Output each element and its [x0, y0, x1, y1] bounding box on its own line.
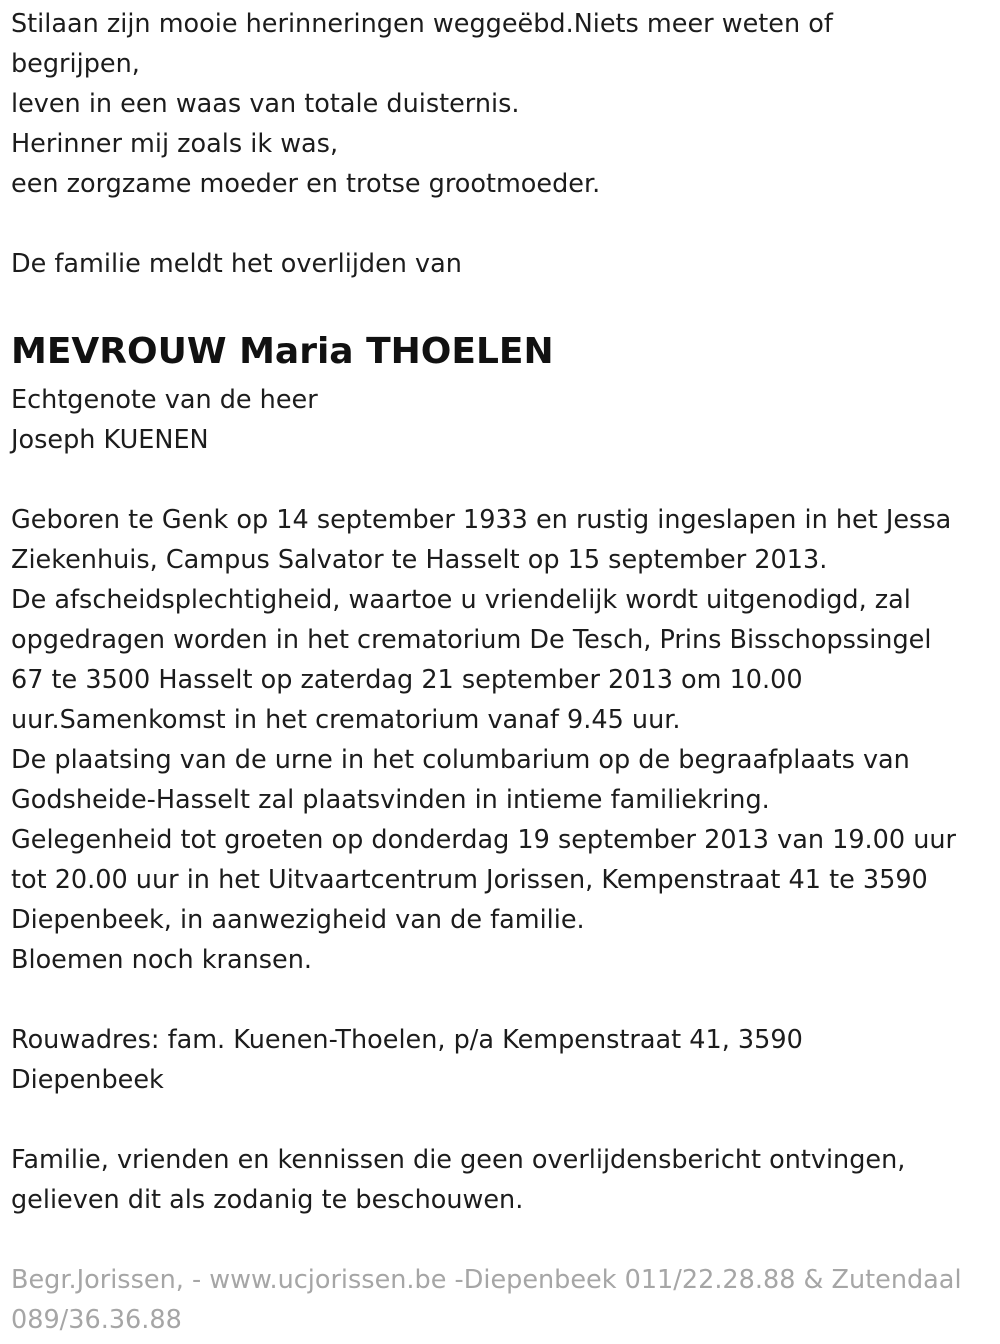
poem-line: begrijpen, — [11, 49, 140, 79]
poem-line: Herinner mij zoals ik was, — [11, 129, 339, 159]
relation-line: Joseph KUENEN — [11, 425, 209, 455]
details-line: Diepenbeek, in aanwezigheid van de familie. — [11, 905, 585, 935]
details-line: tot 20.00 uur in het Uitvaartcentrum Jorissen, Kempenstraat 41 te 3590 — [11, 865, 928, 895]
spacer — [11, 1220, 993, 1260]
details-line: De afscheidsplechtigheid, waartoe u vriendelijk wordt uitgenodigd, zal — [11, 585, 911, 615]
relation — [11, 380, 993, 460]
details-line: uur.Samenkomst in het crematorium vanaf 9.45 uur. — [11, 705, 681, 735]
mourning-address — [11, 1020, 993, 1100]
details-line: De plaatsing van de urne in het columbarium op de begraafplaats van — [11, 745, 910, 775]
poem-line: leven in een waas van totale duisternis. — [11, 89, 520, 119]
details-line: Geboren te Genk op 14 september 1933 en rustig ingeslapen in het Jessa — [11, 505, 952, 535]
details-line: Ziekenhuis, Campus Salvator te Hasselt op 15 september 2013. — [11, 545, 828, 575]
details-line: opgedragen worden in het crematorium De Tesch, Prins Bisschopssingel — [11, 625, 932, 655]
details-line: Gelegenheid tot groeten op donderdag 19 september 2013 van 19.00 uur — [11, 825, 957, 855]
deceased-name: MEVROUW Maria THOELEN — [11, 331, 554, 372]
poem-line: Stilaan zijn mooie herinneringen weggeëbd.Niets meer weten of — [11, 9, 833, 39]
announcement-text: De familie meldt het overlijden van — [11, 249, 462, 279]
funeral-home-footer — [11, 1260, 993, 1340]
details-line: 67 te 3500 Hasselt op zaterdag 21 september 2013 om 10.00 — [11, 665, 803, 695]
closing-line: gelieven dit als zodanig te beschouwen. — [11, 1185, 524, 1215]
spacer — [11, 460, 993, 500]
obituary-document — [11, 4, 993, 1340]
spacer — [11, 1100, 993, 1140]
address-line: Diepenbeek — [11, 1065, 164, 1095]
poem-line: een zorgzame moeder en trotse grootmoeder. — [11, 169, 601, 199]
footer-line: 089/36.36.88 — [11, 1305, 182, 1335]
details-line: Bloemen noch kransen. — [11, 945, 312, 975]
footer-line: Begr.Jorissen, - www.ucjorissen.be -Diepenbeek 011/22.28.88 & Zutendaal — [11, 1265, 962, 1295]
spacer — [11, 980, 993, 1020]
details — [11, 500, 993, 980]
spacer — [11, 204, 993, 244]
details-line: Godsheide-Hasselt zal plaatsvinden in intieme familiekring. — [11, 785, 770, 815]
poem — [11, 4, 993, 204]
relation-line: Echtgenote van de heer — [11, 385, 318, 415]
spacer — [11, 284, 993, 324]
address-line: Rouwadres: fam. Kuenen-Thoelen, p/a Kempenstraat 41, 3590 — [11, 1025, 803, 1055]
closing-note — [11, 1140, 993, 1220]
closing-line: Familie, vrienden en kennissen die geen overlijdensbericht ontvingen, — [11, 1145, 906, 1175]
